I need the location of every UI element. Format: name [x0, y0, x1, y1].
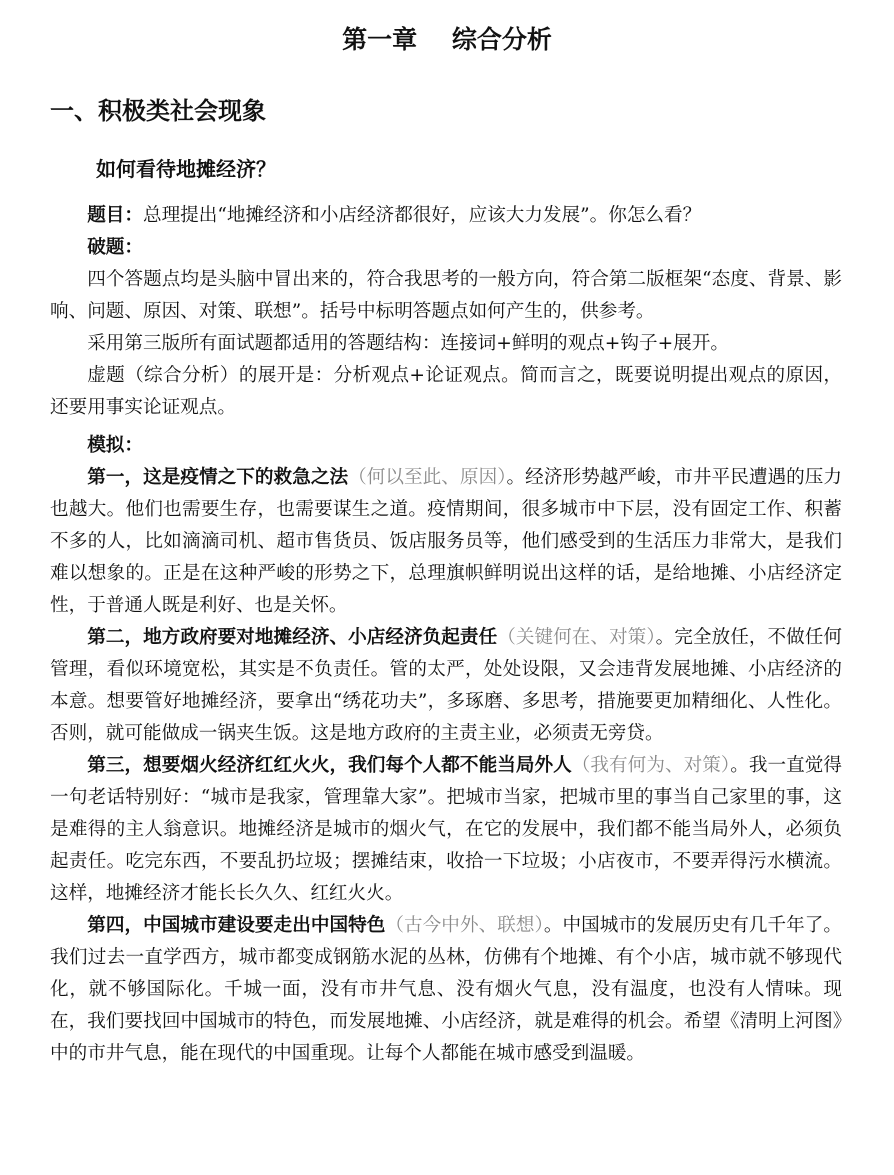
topic-label: 题目： — [87, 205, 143, 226]
point-lead: 第二，地方政府要对地摊经济、小店经济负起责任 — [87, 627, 498, 648]
section-title: 一、积极类社会现象 — [50, 97, 266, 125]
point-text: 。中国城市的发展历史有几千年了。我们过去一直学西方，城市都变成钢筋水泥的丛林，仿佛有个地摊、有个小店，城市就不够现代化，就不够国际化。千城一面，没有市井气息、没有烟火气息，没有温度，也没有人情味。现在，我们要找回中国城市的特色，而发展地摊、小店经济，就是难得的机会。希望《清明上河图》中的市井气息，能在现代的中国重现。让每个人都能在城市感受到温暖。 — [50, 915, 842, 1064]
point-note: （我有何为、对策） — [571, 755, 731, 776]
analysis-label-paragraph — [50, 232, 842, 264]
simulation-label-paragraph — [50, 430, 842, 462]
analysis-paragraph: 采用第三版所有面试题都适用的答题结构：连接词+鲜明的观点+钩子+展开。 — [87, 333, 729, 354]
document-body — [50, 200, 842, 1070]
point-note: （古今中外、联想） — [385, 915, 544, 936]
question-title: 如何看待地摊经济？ — [96, 157, 276, 181]
analysis-label: 破题： — [87, 237, 143, 258]
topic-text: 总理提出“地摊经济和小店经济都很好，应该大力发展”。你怎么看？ — [142, 205, 702, 226]
point-lead: 第四，中国城市建设要走出中国特色 — [87, 915, 386, 936]
point-lead: 第一，这是疫情之下的救急之法 — [87, 467, 349, 488]
answer-point-paragraph — [50, 910, 842, 1070]
simulation-label: 模拟： — [87, 435, 143, 456]
point-text: 。经济形势越严峻，市井平民遭遇的压力也越大。他们也需要生存，也需要谋生之道。疫情期间，很多城市中下层，没有固定工作、积蓄不多的人，比如滴滴司机、超市售货员、饭店服务员等，他们感受到的生活压力非常大，是我们难以想象的。正是在这种严峻的形势之下，总理旗帜鲜明说出这样的话，是给地摊、小店经济定性，于普通人既是利好、也是关怀。 — [50, 467, 842, 616]
topic-paragraph — [50, 200, 842, 232]
point-lead: 第三，想要烟火经济红红火火，我们每个人都不能当局外人 — [87, 755, 572, 776]
point-note: （关键何在、对策） — [497, 627, 656, 648]
answer-point-paragraph — [50, 622, 842, 750]
point-note: （何以至此、原因） — [348, 467, 507, 488]
analysis-paragraph: 虚题（综合分析）的展开是：分析观点+论证观点。简而言之，既要说明提出观点的原因，还要用事实论证观点。 — [50, 365, 842, 418]
answer-point-paragraph — [50, 462, 842, 622]
point-text: 。完全放任，不做任何管理，看似环境宽松，其实是不负责任。管的太严，处处设限，又会违背发展地摊、小店经济的本意。想要管好地摊经济，要拿出“绣花功夫”，多琢磨、多思考，措施要更加精细化、人性化。否则，就可能做成一锅夹生饭。这是地方政府的主责主业，必须责无旁贷。 — [50, 627, 842, 744]
answer-point-paragraph — [50, 750, 842, 910]
analysis-paragraph: 四个答题点均是头脑中冒出来的，符合我思考的一般方向，符合第二版框架“态度、背景、影响、问题、原因、对策、联想”。括号中标明答题点如何产生的，供参考。 — [50, 269, 842, 322]
chapter-title: 第一章 综合分析 — [342, 25, 552, 54]
point-text: 。我一直觉得一句老话特别好：“城市是我家，管理靠大家”。把城市当家，把城市里的事当自己家里的事，这是难得的主人翁意识。地摊经济是城市的烟火气，在它的发展中，我们都不能当局外人，必须负起责任。吃完东西，不要乱扔垃圾；摆摊结束，收拾一下垃圾；小店夜市，不要弄得污水横流。这样，地摊经济才能长长久久、红红火火。 — [50, 755, 842, 904]
